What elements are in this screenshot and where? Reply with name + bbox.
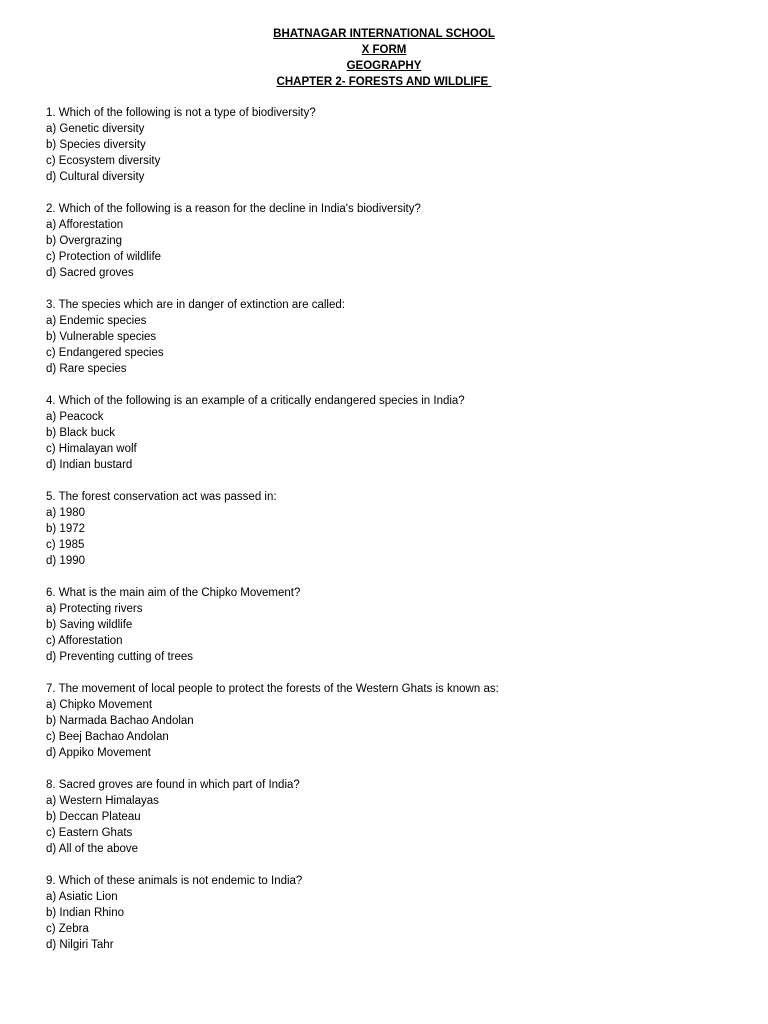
option-c: c) 1985: [46, 539, 85, 551]
question-6: [46, 585, 726, 665]
option-d: d) All of the above: [46, 843, 139, 855]
question-text: 3. The species which are in danger of extinction are called:: [46, 299, 345, 311]
option-b: b) Overgrazing: [46, 235, 123, 247]
option-d: d) Nilgiri Tahr: [46, 939, 114, 951]
option-b: b) Narmada Bachao Andolan: [46, 715, 194, 727]
option-a: a) Chipko Movement: [46, 699, 153, 711]
chapter-title: CHAPTER 2- FORESTS AND WILDLIFE: [276, 76, 492, 88]
option-a: a) Peacock: [46, 411, 104, 423]
option-c: c) Protection of wildlife: [46, 251, 162, 263]
option-d: d) Appiko Movement: [46, 747, 151, 759]
option-a: a) Asiatic Lion: [46, 891, 118, 903]
question-text: 8. Sacred groves are found in which part of India?: [46, 779, 300, 791]
option-a: a) 1980: [46, 507, 86, 519]
option-d: d) 1990: [46, 555, 86, 567]
option-b: b) Indian Rhino: [46, 907, 124, 919]
option-a: a) Endemic species: [46, 315, 147, 327]
option-b: b) Vulnerable species: [46, 331, 157, 343]
school-name: BHATNAGAR INTERNATIONAL SCHOOL: [273, 28, 495, 40]
option-d: d) Indian bustard: [46, 459, 133, 471]
question-8: [46, 777, 726, 857]
option-c: c) Zebra: [46, 923, 89, 935]
form-label: X FORM: [361, 44, 407, 56]
option-b: b) 1972: [46, 523, 86, 535]
option-d: d) Cultural diversity: [46, 171, 145, 183]
option-a: a) Western Himalayas: [46, 795, 159, 807]
question-text: 5. The forest conservation act was passed in:: [46, 491, 277, 503]
option-a: a) Afforestation: [46, 219, 124, 231]
question-text: 6. What is the main aim of the Chipko Movement?: [46, 587, 301, 599]
question-5: [46, 489, 726, 569]
question-4: [46, 393, 726, 473]
option-c: c) Beej Bachao Andolan: [46, 731, 169, 743]
option-c: c) Eastern Ghats: [46, 827, 133, 839]
document-header: [0, 26, 768, 90]
question-text: 9. Which of these animals is not endemic to India?: [46, 875, 303, 887]
option-c: c) Afforestation: [46, 635, 123, 647]
question-text: 2. Which of the following is a reason for the decline in India's biodiversity?: [46, 203, 421, 215]
option-c: c) Endangered species: [46, 347, 164, 359]
option-c: c) Ecosystem diversity: [46, 155, 161, 167]
option-d: d) Rare species: [46, 363, 127, 375]
question-text: 7. The movement of local people to protect the forests of the Western Ghats is known as:: [46, 683, 499, 695]
option-b: b) Saving wildlife: [46, 619, 133, 631]
question-text: 1. Which of the following is not a type of biodiversity?: [46, 107, 316, 119]
option-d: d) Sacred groves: [46, 267, 134, 279]
option-a: a) Genetic diversity: [46, 123, 145, 135]
option-c: c) Himalayan wolf: [46, 443, 137, 455]
question-list: [46, 105, 726, 969]
option-b: b) Species diversity: [46, 139, 146, 151]
option-b: b) Deccan Plateau: [46, 811, 141, 823]
question-3: [46, 297, 726, 377]
question-2: [46, 201, 726, 281]
question-9: [46, 873, 726, 953]
option-d: d) Preventing cutting of trees: [46, 651, 194, 663]
question-1: [46, 105, 726, 185]
subject-label: GEOGRAPHY: [346, 60, 422, 72]
question-7: [46, 681, 726, 761]
option-a: a) Protecting rivers: [46, 603, 143, 615]
question-text: 4. Which of the following is an example of a critically endangered species in India?: [46, 395, 465, 407]
option-b: b) Black buck: [46, 427, 116, 439]
